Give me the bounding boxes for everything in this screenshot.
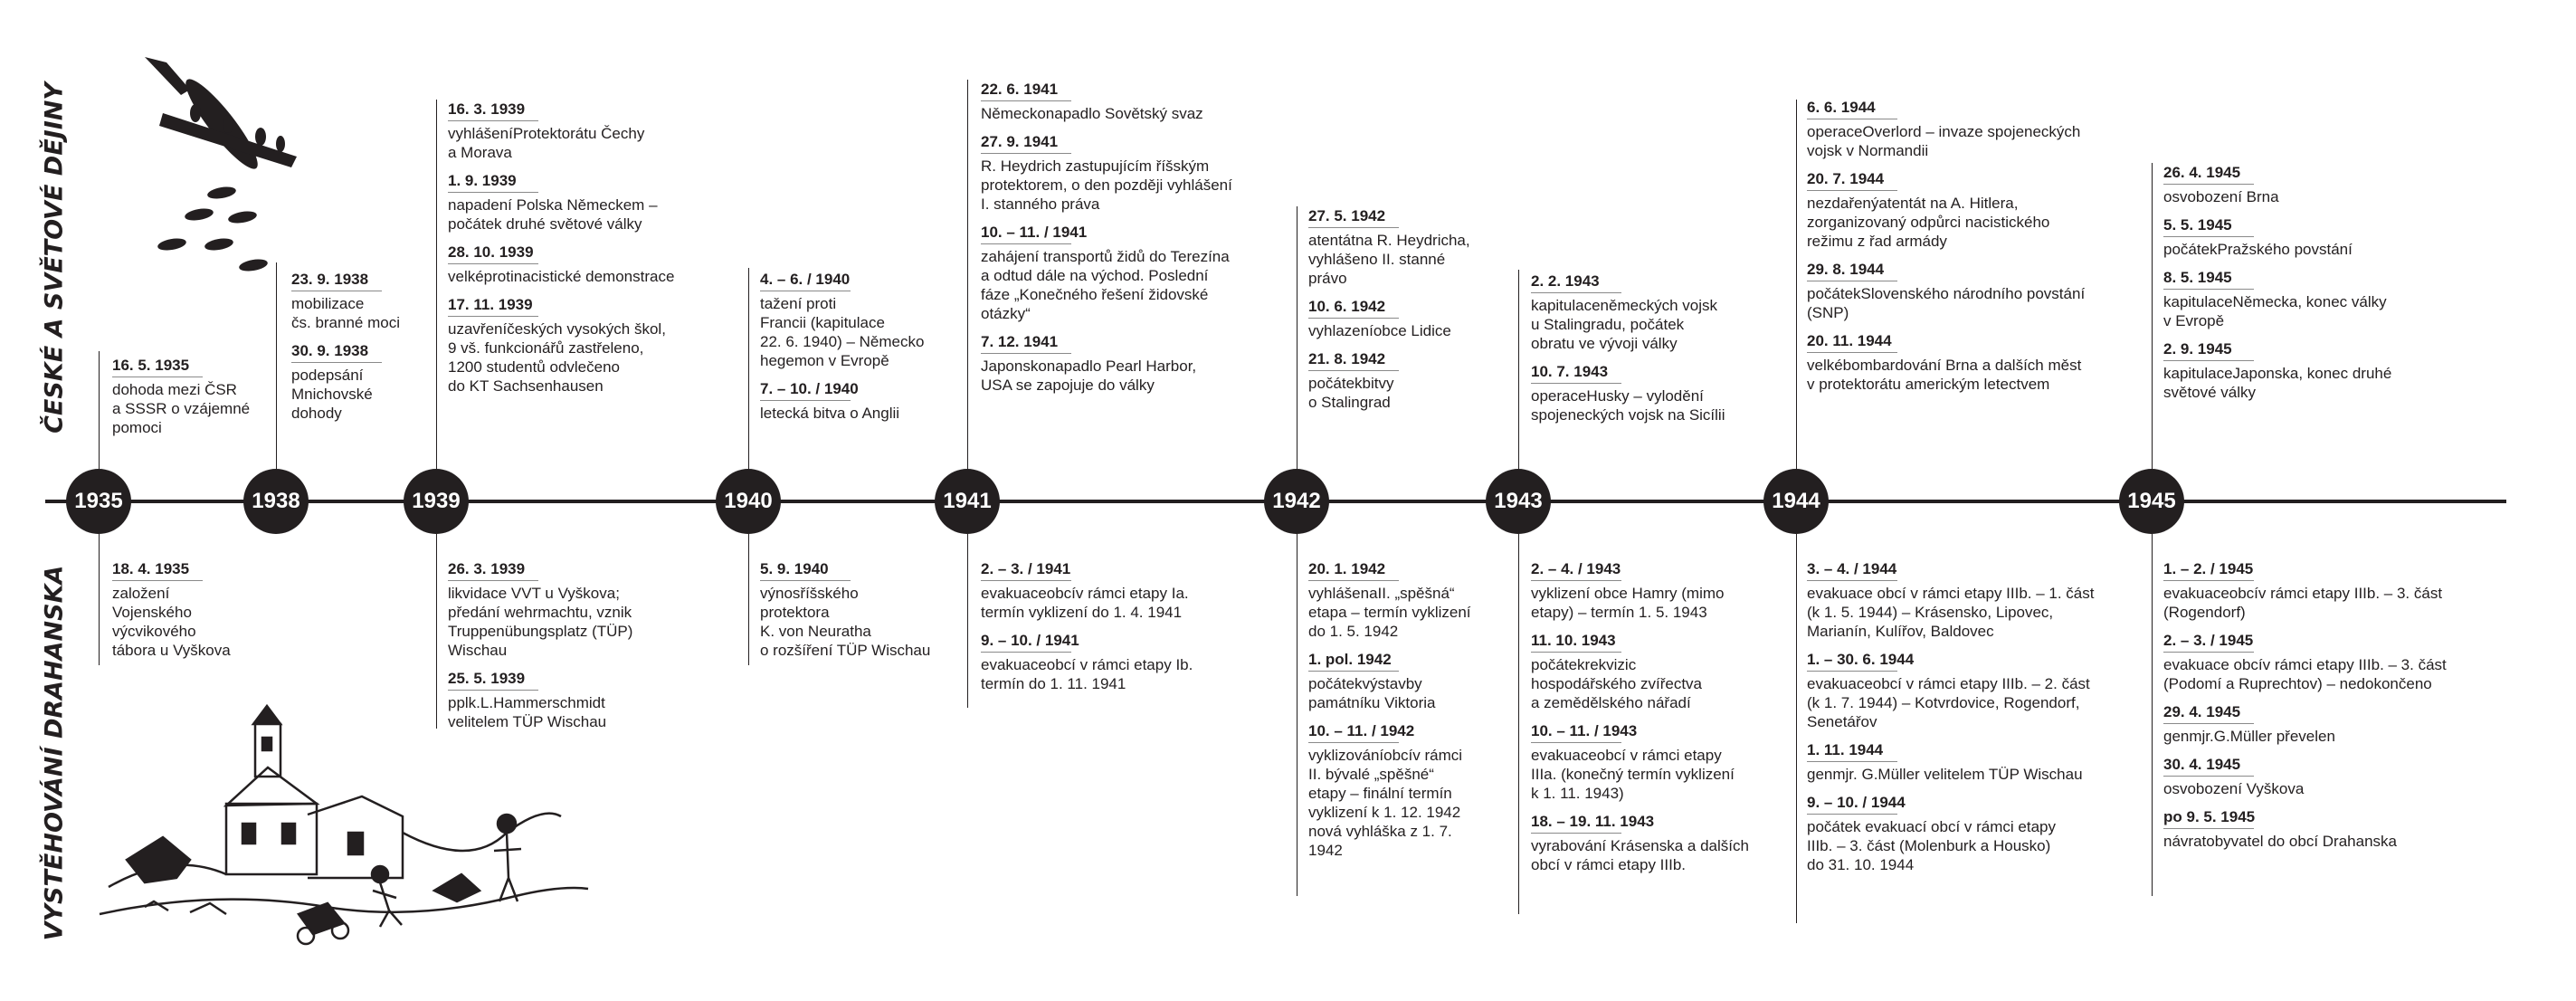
- event-divider: [2163, 580, 2254, 581]
- event-date: 5. 9. 1940: [760, 560, 829, 577]
- event-divider: [2163, 360, 2254, 361]
- timeline-event: [112, 356, 250, 437]
- event-divider: [1807, 352, 1897, 353]
- timeline-event: [2163, 631, 2447, 693]
- timeline-event: [1807, 559, 2095, 641]
- timeline-event: [760, 559, 930, 660]
- event-date: 10. 6. 1942: [1308, 298, 1386, 315]
- year-1938-marker: 1938: [243, 469, 309, 534]
- event-description: nezdařenýatentát na A. Hitlera, zorganizovaný odpůrci nacistického režimu z řad armády: [1807, 195, 2050, 250]
- events-1938-world: [291, 270, 400, 423]
- event-date: 27. 5. 1942: [1308, 207, 1386, 224]
- timeline-event: [1308, 721, 1471, 860]
- event-description: podepsání Mnichovské dohody: [291, 367, 373, 422]
- event-description: počátek evakuací obcí v rámci etapy IIIb. – 3. část (Molenburk a Housko) do 31. 10. 1944: [1807, 818, 2056, 873]
- events-1939-local: [448, 559, 632, 731]
- event-description: operaceHusky – vylodění spojeneckých vojsk na Sicílii: [1531, 387, 1725, 424]
- timeline-event: [291, 341, 400, 423]
- event-divider: [1531, 833, 1621, 834]
- event-description: počátekSlovenského národního povstání (SNP): [1807, 285, 2086, 321]
- timeline-event: [291, 270, 400, 332]
- timeline-event: [1531, 812, 1749, 874]
- timeline-event: [2163, 268, 2391, 330]
- event-description: počátekPražského povstání: [2163, 241, 2353, 258]
- event-divider: [448, 690, 538, 691]
- event-date: 16. 3. 1939: [448, 100, 526, 118]
- timeline-event: [448, 295, 674, 396]
- event-date: 1. – 30. 6. 1944: [1807, 651, 1915, 668]
- timeline-event: [981, 559, 1193, 622]
- event-description: tažení proti Francii (kapitulace 22. 6. 1940) – Německo hegemon v Evropě: [760, 295, 925, 369]
- event-date: 2. – 3. / 1941: [981, 560, 1071, 577]
- event-date: 26. 3. 1939: [448, 560, 526, 577]
- event-date: 7. – 10. / 1940: [760, 380, 859, 397]
- event-divider: [1531, 383, 1621, 384]
- event-description: kapitulaceJaponska, konec druhé světové války: [2163, 365, 2392, 401]
- timeline-event: [1531, 559, 1749, 622]
- event-date: 5. 5. 1945: [2163, 216, 2232, 234]
- timeline-event: [1308, 559, 1471, 641]
- event-description: počátekrekvizic hospodářského zvířectva a zemědělského nářadí: [1531, 656, 1702, 711]
- timeline-event: [981, 223, 1232, 323]
- timeline-event: [981, 631, 1193, 693]
- year-1943-marker: 1943: [1486, 469, 1551, 534]
- event-description: evakuace obcí v rámci etapy IIIb. – 1. část (k 1. 5. 1944) – Krásensko, Lipovec, Marianín, Kulířov, Baldovec: [1807, 585, 2095, 640]
- event-divider: [1807, 814, 1897, 815]
- timeline-event: [2163, 559, 2447, 622]
- event-description: počátekvýstavby památníku Viktoria: [1308, 675, 1436, 711]
- year-1944-marker: 1944: [1763, 469, 1829, 534]
- event-description: dohoda mezi ČSR a SSSR o vzájemné pomoci: [112, 381, 251, 436]
- year-1935-marker: 1935: [66, 469, 131, 534]
- event-divider: [1807, 761, 1897, 762]
- event-description: vyhlášeníProtektorátu Čechy a Morava: [448, 125, 645, 161]
- event-date: 30. 4. 1945: [2163, 756, 2241, 773]
- event-divider: [1807, 190, 1897, 191]
- event-date: 16. 5. 1935: [112, 357, 190, 374]
- event-description: evakuaceobcív rámci etapy IIIb. – 3. část (Rogendorf): [2163, 585, 2443, 621]
- events-1943-world: [1531, 272, 1725, 424]
- timeline-event: [1807, 331, 2085, 394]
- timeline-event: [1531, 631, 1749, 712]
- timeline-event: [2163, 807, 2447, 851]
- event-date: 10. – 11. / 1943: [1531, 722, 1638, 739]
- events-1945-local: [2163, 559, 2447, 851]
- event-description: evakuaceobcí v rámci etapy Ib. termín do 1. 11. 1941: [981, 656, 1193, 692]
- events-1944-local: [1807, 559, 2095, 874]
- event-date: po 9. 5. 1945: [2163, 808, 2256, 825]
- event-description: osvobození Vyškova: [2163, 780, 2305, 797]
- event-divider: [2163, 236, 2254, 237]
- event-date: 1. 11. 1944: [1807, 741, 1884, 758]
- year-1941-marker: 1941: [935, 469, 1000, 534]
- event-date: 29. 4. 1945: [2163, 703, 2241, 720]
- timeline-event: [2163, 339, 2391, 402]
- event-date: 23. 9. 1938: [291, 271, 369, 288]
- event-date: 2. 2. 1943: [1531, 272, 1600, 290]
- events-1943-local: [1531, 559, 1749, 874]
- event-description: vyhlášenaII. „spěšná“ etapa – termín vyklizení do 1. 5. 1942: [1308, 585, 1471, 640]
- event-description: evakuace obcív rámci etapy IIIb. – 3. část (Podomí a Ruprechtov) – nedokončeno: [2163, 656, 2447, 692]
- event-date: 29. 8. 1944: [1807, 261, 1885, 278]
- timeline-event: [112, 559, 231, 660]
- event-divider: [760, 400, 851, 401]
- timeline-event: [1531, 362, 1725, 424]
- event-divider: [2163, 828, 2254, 829]
- event-description: operaceOverlord – invaze spojeneckých vojsk v Normandii: [1807, 123, 2081, 159]
- event-date: 10. – 11. / 1942: [1308, 722, 1415, 739]
- event-divider: [448, 263, 538, 264]
- events-1940-local: [760, 559, 930, 660]
- event-divider: [448, 316, 538, 317]
- event-date: 10. 7. 1943: [1531, 363, 1609, 380]
- event-description: velképrotinacistické demonstrace: [448, 268, 675, 285]
- event-date: 2. 9. 1945: [2163, 340, 2232, 358]
- event-description: genmjr.G.Müller převelen: [2163, 728, 2335, 745]
- event-divider: [1308, 580, 1399, 581]
- event-date: 20. 11. 1944: [1807, 332, 1892, 349]
- event-description: mobilizace čs. branné moci: [291, 295, 400, 331]
- year-1942-marker: 1942: [1264, 469, 1329, 534]
- event-description: osvobození Brna: [2163, 188, 2279, 205]
- event-date: 2. – 4. / 1943: [1531, 560, 1621, 577]
- event-date: 3. – 4. / 1944: [1807, 560, 1897, 577]
- event-divider: [2163, 184, 2254, 185]
- event-description: evakuaceobcív rámci etapy Ia. termín vyklizení do 1. 4. 1941: [981, 585, 1189, 621]
- event-date: 6. 6. 1944: [1807, 99, 1876, 116]
- event-description: vyhlazeníobce Lidice: [1308, 322, 1451, 339]
- event-divider: [981, 153, 1071, 154]
- events-1942-world: [1308, 206, 1470, 412]
- event-divider: [1807, 671, 1897, 672]
- timeline-event: [2163, 215, 2391, 259]
- event-divider: [1308, 671, 1399, 672]
- year-1945-marker: 1945: [2119, 469, 2184, 534]
- event-date: 8. 5. 1945: [2163, 269, 2232, 286]
- event-date: 25. 5. 1939: [448, 670, 526, 687]
- event-description: kapitulaceněmeckých vojsk u Stalingradu, počátek obratu ve vývoji války: [1531, 297, 1717, 352]
- event-divider: [981, 652, 1071, 653]
- event-date: 7. 12. 1941: [981, 333, 1059, 350]
- event-description: likvidace VVT u Vyškova; předání wehrmachtu, vznik Truppenübungsplatz (TÜP) Wischau: [448, 585, 633, 659]
- event-date: 28. 10. 1939: [448, 243, 534, 261]
- event-date: 30. 9. 1938: [291, 342, 369, 359]
- event-divider: [448, 120, 538, 121]
- event-date: 17. 11. 1939: [448, 296, 533, 313]
- bomber-plane-icon: [136, 50, 308, 285]
- event-description: založení Vojenského výcvikového tábora u Vyškova: [112, 585, 231, 659]
- year-1940-marker: 1940: [716, 469, 781, 534]
- event-divider: [981, 580, 1071, 581]
- event-divider: [112, 580, 203, 581]
- event-divider: [1308, 227, 1399, 228]
- events-1935-world: [112, 356, 250, 437]
- events-1935-local: [112, 559, 231, 660]
- event-description: návratobyvatel do obcí Drahanska: [2163, 833, 2397, 850]
- timeline-event: [1531, 721, 1749, 803]
- event-description: evakuaceobcí v rámci etapy IIIb. – 2. část (k 1. 7. 1944) – Kotvrdovice, Rogendorf, Senetářov: [1807, 675, 2090, 730]
- event-date: 11. 10. 1943: [1531, 632, 1616, 649]
- event-description: zahájení transportů židů do Terezína a odtud dále na východ. Poslední fáze „Konečného řešení židovské otázky“: [981, 248, 1230, 322]
- timeline-event: [1807, 793, 2095, 874]
- timeline-event: [1807, 169, 2085, 251]
- event-description: atentátna R. Heydricha, vyhlášeno II. stanné právo: [1308, 232, 1470, 287]
- event-divider: [291, 362, 382, 363]
- event-date: 1. 9. 1939: [448, 172, 517, 189]
- event-date: 22. 6. 1941: [981, 81, 1059, 98]
- events-1941-local: [981, 559, 1193, 693]
- timeline-event: [981, 332, 1232, 395]
- timeline-event: [1807, 740, 2095, 784]
- event-date: 2. – 3. / 1945: [2163, 632, 2254, 649]
- event-divider: [981, 353, 1071, 354]
- event-description: velkébombardování Brna a dalších měst v protektorátu americkým letectvem: [1807, 357, 2082, 393]
- event-divider: [1807, 580, 1897, 581]
- event-description: napadení Polska Německem – počátek druhé světové války: [448, 196, 658, 233]
- timeline-event: [981, 132, 1232, 214]
- timeline-event: [760, 379, 924, 423]
- event-divider: [1531, 742, 1621, 743]
- event-divider: [1308, 742, 1399, 743]
- event-date: 10. – 11. / 1941: [981, 224, 1088, 241]
- events-1941-world: [981, 80, 1232, 395]
- event-divider: [448, 580, 538, 581]
- event-description: vyrabování Krásenska a dalších obcí v rámci etapy IIIb.: [1531, 837, 1749, 873]
- timeline-event: [1531, 272, 1725, 353]
- timeline-event: [1308, 206, 1470, 288]
- events-1940-world: [760, 270, 924, 423]
- timeline-event: [760, 270, 924, 370]
- timeline-event: [2163, 702, 2447, 746]
- event-description: počátekbitvy o Stalingrad: [1308, 375, 1394, 411]
- timeline-event: [1807, 650, 2095, 731]
- events-1945-world: [2163, 163, 2391, 402]
- event-divider: [2163, 776, 2254, 777]
- event-divider: [981, 100, 1071, 101]
- events-1942-local: [1308, 559, 1471, 860]
- event-divider: [1531, 580, 1621, 581]
- year-1939-marker: 1939: [404, 469, 469, 534]
- timeline-event: [1308, 349, 1470, 412]
- timeline-event: [1807, 260, 2085, 322]
- event-divider: [1531, 652, 1621, 653]
- event-date: 20. 1. 1942: [1308, 560, 1386, 577]
- event-description: evakuaceobcí v rámci etapy IIIa. (konečný termín vyklizení k 1. 11. 1943): [1531, 747, 1735, 802]
- event-date: 21. 8. 1942: [1308, 350, 1386, 367]
- event-divider: [760, 580, 851, 581]
- event-description: uzavřeníčeských vysokých škol, 9 vš. funkcionářů zastřeleno, 1200 studentů odvlečeno do KT Sachsenhausen: [448, 320, 666, 395]
- timeline-event: [448, 669, 632, 731]
- events-1939-world: [448, 100, 674, 396]
- event-date: 20. 7. 1944: [1807, 170, 1885, 187]
- event-date: 9. – 10. / 1944: [1807, 794, 1906, 811]
- event-date: 1. – 2. / 1945: [2163, 560, 2254, 577]
- destroyed-village-icon: [90, 697, 597, 950]
- events-1944-world: [1807, 98, 2085, 394]
- event-description: genmjr. G.Müller velitelem TÜP Wischau: [1807, 766, 2083, 783]
- event-divider: [2163, 652, 2254, 653]
- event-description: vyklizováníobcív rámci II. bývalé „spěšné“ etapy – finální termín vyklizení k 1. 12. 1942 nová vyhláška z 1. 7. 1942: [1308, 747, 1463, 859]
- timeline-event: [1807, 98, 2085, 160]
- event-divider: [1308, 318, 1399, 319]
- timeline-event: [448, 559, 632, 660]
- event-divider: [1531, 292, 1621, 293]
- event-description: kapitulaceNěmecka, konec války v Evropě: [2163, 293, 2387, 329]
- event-date: 18. – 19. 11. 1943: [1531, 813, 1655, 830]
- event-description: Německonapadlo Sovětský svaz: [981, 105, 1203, 122]
- timeline-event: [448, 171, 674, 234]
- timeline-event: [448, 100, 674, 162]
- timeline-event: [2163, 163, 2391, 206]
- timeline-event: [2163, 755, 2447, 798]
- event-description: vyklizení obce Hamry (mimo etapy) – termín 1. 5. 1943: [1531, 585, 1725, 621]
- event-description: pplk.L.Hammerschmidt velitelem TÜP Wischau: [448, 694, 607, 730]
- timeline-event: [1308, 297, 1470, 340]
- event-description: letecká bitva o Anglii: [760, 405, 900, 422]
- event-divider: [1308, 370, 1399, 371]
- event-date: 18. 4. 1935: [112, 560, 190, 577]
- timeline-event: [1308, 650, 1471, 712]
- event-date: 4. – 6. / 1940: [760, 271, 851, 288]
- timeline-event: [981, 80, 1232, 123]
- event-divider: [2163, 289, 2254, 290]
- event-divider: [448, 192, 538, 193]
- event-description: výnosříšského protektora K. von Neuratha o rozšíření TÜP Wischau: [760, 585, 931, 659]
- event-description: R. Heydrich zastupujícím říšským protektorem, o den později vyhlášení I. stanného práva: [981, 157, 1232, 213]
- event-date: 26. 4. 1945: [2163, 164, 2241, 181]
- event-date: 1. pol. 1942: [1308, 651, 1392, 668]
- event-divider: [981, 243, 1071, 244]
- event-date: 9. – 10. / 1941: [981, 632, 1079, 649]
- timeline-event: [448, 243, 674, 286]
- event-divider: [2163, 723, 2254, 724]
- event-date: 27. 9. 1941: [981, 133, 1059, 150]
- event-description: Japonskonapadlo Pearl Harbor, USA se zapojuje do války: [981, 358, 1197, 394]
